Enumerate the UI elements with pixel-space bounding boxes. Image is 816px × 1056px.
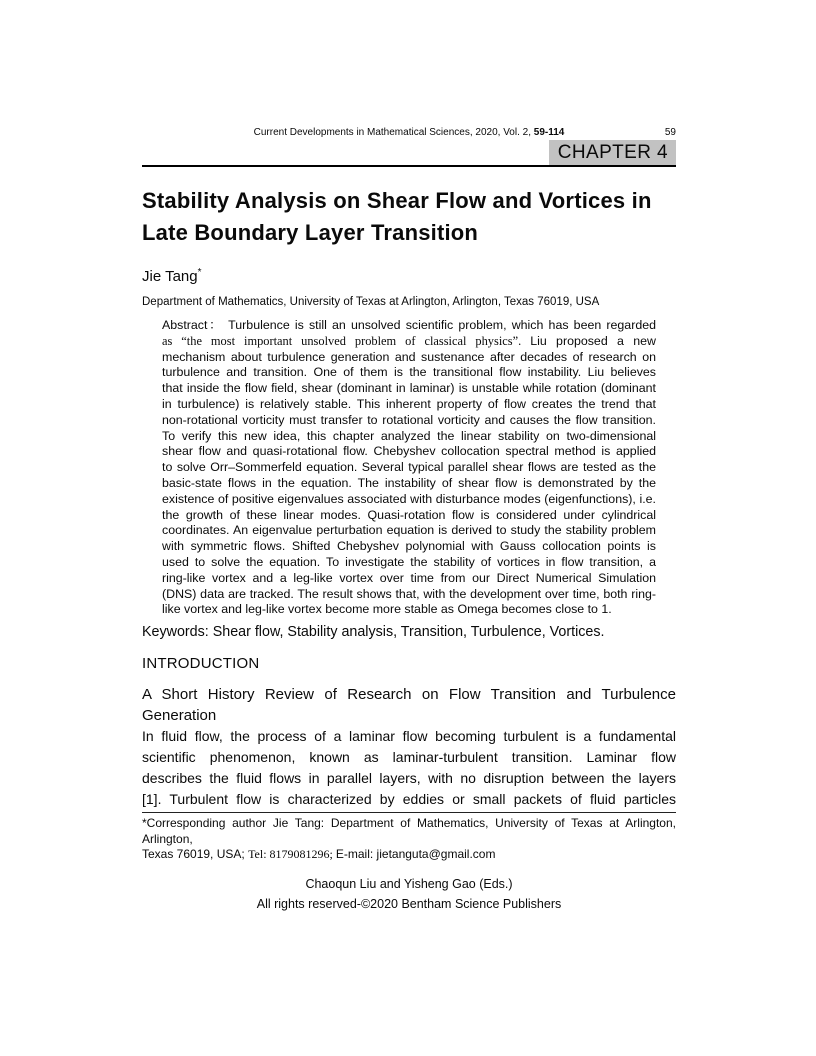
header-rule bbox=[142, 165, 676, 167]
journal-citation: Current Developments in Mathematical Sciences, 2020, Vol. 2, bbox=[253, 127, 534, 138]
text-line: existence of positive eigenvalues associated with disturbance modes (eigenfunctions), i.e. bbox=[162, 491, 656, 506]
keywords-line: Keywords: Shear flow, Stability analysis, Transition, Turbulence, Vortices. bbox=[142, 624, 605, 641]
text-line: in turbulence) is relatively stable. This inherent property of flow creates the trend that bbox=[162, 396, 656, 411]
chapter-row bbox=[142, 140, 676, 165]
text-line: as “the most important unsolved problem of classical physics”. Liu proposed a new bbox=[162, 333, 656, 348]
subsection-heading bbox=[142, 684, 676, 726]
text-line: Texas 76019, USA; Tel: 8179081296; E-mail: jietanguta@gmail.com bbox=[142, 847, 496, 862]
text-line: To verify this new idea, this chapter analyzed the linear stability on two-dimensional bbox=[162, 428, 656, 443]
author-name: Jie Tang bbox=[142, 268, 198, 285]
text-line: [1]. Turbulent flow is characterized by eddies or small packets of fluid particles bbox=[142, 791, 676, 808]
chapter-badge: CHAPTER 4 bbox=[549, 140, 676, 165]
author-line bbox=[142, 264, 676, 285]
text-line: scientific phenomenon, known as laminar-turbulent transition. Laminar flow bbox=[142, 749, 676, 766]
page-number: 59 bbox=[664, 127, 676, 138]
affiliation: Department of Mathematics, University of Texas at Arlington, Arlington, Texas 76019, USA bbox=[142, 296, 600, 308]
abstract bbox=[162, 318, 656, 618]
text-line: coordinates. An eigenvalue perturbation equation is derived to study the stability problem bbox=[162, 523, 656, 538]
text-line: mechanism about turbulence generation and sustenance after decades of research on bbox=[162, 349, 656, 364]
copyright-line: All rights reserved-©2020 Bentham Science Publishers bbox=[256, 896, 562, 911]
text-line: In fluid flow, the process of a laminar flow becoming turbulent is a fundamental bbox=[142, 728, 676, 745]
text-line: A Short History Review of Research on Flow Transition and Turbulence bbox=[142, 686, 676, 704]
section-heading-introduction: INTRODUCTION bbox=[142, 655, 260, 673]
body-paragraph bbox=[142, 726, 676, 810]
text-line: like vortex and leg-like vortex become more stable as Omega becomes close to 1. bbox=[162, 602, 612, 617]
running-head bbox=[142, 126, 676, 139]
text-line: ring-like vortex and a leg-like vortex over time from our Direct Numerical Simulation bbox=[162, 570, 656, 585]
page-range: 59-114 bbox=[533, 127, 565, 138]
book-footer bbox=[142, 874, 676, 914]
text-line: non-rotational vorticity must transfer to rotational vorticity and causes the flow transition. bbox=[162, 412, 656, 427]
text-line: Generation bbox=[142, 707, 217, 725]
text-line: Abstract： Turbulence is still an unsolved scientific problem, which has been regarded bbox=[162, 318, 656, 332]
editors-line: Chaoqun Liu and Yisheng Gao (Eds.) bbox=[305, 876, 513, 891]
footnote-rule bbox=[142, 812, 676, 813]
text-line: that inside the flow field, shear (dominant in laminar) is unstable while rotation (dominant bbox=[162, 381, 656, 396]
text-line: basic-state flows in the equation. The instability of shear flow is demonstrated by the bbox=[162, 475, 656, 490]
running-head-text bbox=[254, 127, 565, 138]
text-line: *Corresponding author Jie Tang: Department of Mathematics, University of Texas at Arlington, Arlington, bbox=[142, 816, 676, 846]
text-line: with symmetric flows. Shifted Chebyshev polynomial with Gauss collocation points is bbox=[162, 539, 656, 554]
text-line: turbulence and transition. One of them is the transitional flow instability. Liu believes bbox=[162, 365, 656, 380]
text-line: shear flow and quasi-rotational flow. Chebyshev collocation spectral method is applied bbox=[162, 444, 656, 459]
author-asterisk: * bbox=[197, 267, 202, 278]
corresponding-author-footnote bbox=[142, 816, 676, 863]
chapter-title: Stability Analysis on Shear Flow and Vortices in Late Boundary Layer Transition bbox=[142, 188, 652, 245]
text-line: to solve Orr–Sommerfeld equation. Several typical parallel shear flows are tested as the bbox=[162, 460, 656, 475]
text-line: describes the fluid flows in parallel layers, with no disruption between the layers bbox=[142, 770, 676, 787]
text-line: (DNS) data are tracked. The result shows that, with the development over time, both ring- bbox=[162, 586, 656, 601]
text-line: the growth of these linear modes. Quasi-rotation flow is considered under cylindrical bbox=[162, 507, 656, 522]
text-line: used to solve the equation. To investigate the stability of vortices in flow transition, a bbox=[162, 554, 656, 569]
